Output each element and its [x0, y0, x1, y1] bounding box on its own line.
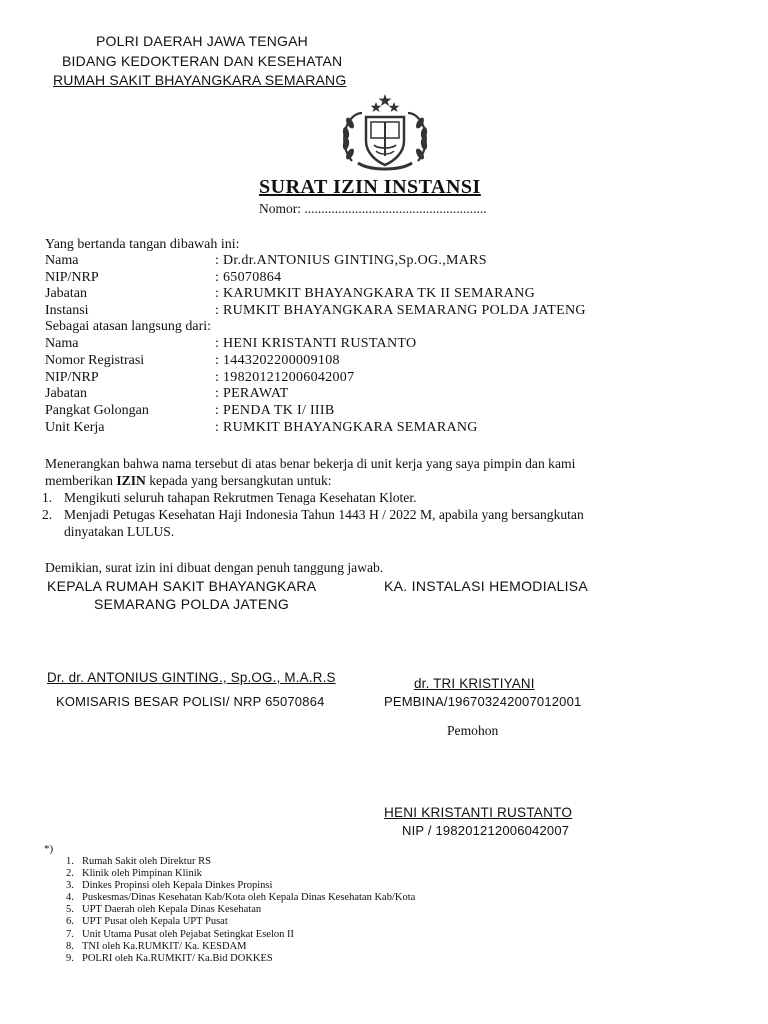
item-number: 1. — [42, 490, 53, 505]
footnote-text: UPT Pusat oleh Kepala UPT Pusat — [82, 916, 228, 928]
footnote-number: 6. — [66, 916, 74, 928]
footnote-marker: *) — [44, 843, 54, 855]
footnote-text: Puskesmas/Dinas Kesehatan Kab/Kota oleh Kepala Dinas Kesehatan Kab/Kota — [82, 892, 416, 904]
polri-emblem-icon — [338, 93, 432, 173]
field-label: Pangkat Golongan — [45, 403, 149, 418]
statement-item-continuation: dinyatakan LULUS. — [64, 524, 175, 539]
header-line-1: POLRI DAERAH JAWA TENGAH — [96, 33, 308, 49]
document-number: Nomor: ...................................................... — [259, 201, 487, 216]
header-line-3: RUMAH SAKIT BHAYANGKARA SEMARANG — [53, 72, 347, 88]
left-signer-name: Dr. dr. ANTONIUS GINTING., Sp.OG., M.A.R.S — [47, 670, 336, 685]
footnote-number: 2. — [66, 868, 74, 880]
statement-text: kepada yang bersangkutan untuk: — [145, 473, 332, 488]
field-value: : Dr.dr.ANTONIUS GINTING,Sp.OG.,MARS — [215, 253, 487, 268]
field-value: : RUMKIT BHAYANGKARA SEMARANG POLDA JATENG — [215, 303, 586, 318]
applicant-label: Pemohon — [447, 723, 499, 738]
field-value: : HENI KRISTANTI RUSTANTO — [215, 336, 417, 351]
field-value: : PERAWAT — [215, 386, 289, 401]
right-signer-rank: PEMBINA/196703242007012001 — [384, 694, 582, 709]
statement-item — [42, 507, 584, 524]
document-title: SURAT IZIN INSTANSI — [259, 176, 481, 198]
footnote-item — [66, 916, 415, 928]
footnote-item — [66, 868, 415, 880]
footnote-item — [66, 953, 415, 965]
footnote-text: TNI oleh Ka.RUMKIT/ Ka. KESDAM — [82, 940, 247, 952]
header-line-2: BIDANG KEDOKTERAN DAN KESEHATAN — [62, 53, 343, 69]
footnote-number: 4. — [66, 892, 74, 904]
applicant-nip: NIP / 198201212006042007 — [402, 823, 570, 838]
field-value: : 198201212006042007 — [215, 370, 355, 385]
footnote-item — [66, 904, 415, 916]
field-value: : 1443202200009108 — [215, 353, 340, 368]
footnote-number: 7. — [66, 928, 74, 940]
field-label: NIP/NRP — [45, 270, 99, 285]
footnote-number: 3. — [66, 880, 74, 892]
left-signer-title-1: KEPALA RUMAH SAKIT BHAYANGKARA — [47, 578, 317, 594]
footnote-number: 8. — [66, 940, 74, 952]
footnote-text: POLRI oleh Ka.RUMKIT/ Ka.Bid DOKKES — [82, 952, 273, 964]
field-value: : KARUMKIT BHAYANGKARA TK II SEMARANG — [215, 286, 536, 301]
footnote-item — [66, 941, 415, 953]
statement-text: memberikan — [45, 473, 117, 488]
closing-text: Demikian, surat izin ini dibuat dengan penuh tanggung jawab. — [45, 560, 384, 575]
left-signer-rank: KOMISARIS BESAR POLISI/ NRP 65070864 — [56, 694, 325, 709]
footnote-text: UPT Daerah oleh Kepala Dinas Kesehatan — [82, 904, 262, 916]
field-label: Nama — [45, 253, 79, 268]
field-label: Jabatan — [45, 286, 87, 301]
field-label: Unit Kerja — [45, 420, 105, 435]
field-value: : PENDA TK I/ IIIB — [215, 403, 335, 418]
intro-text: Yang bertanda tangan dibawah ini: — [45, 237, 240, 252]
footnote-number: 5. — [66, 904, 74, 916]
footnote-list — [66, 856, 415, 965]
statement-bold-izin: IZIN — [116, 473, 146, 488]
field-value: : 65070864 — [215, 270, 282, 285]
footnote-text: Unit Utama Pusat oleh Pejabat Setingkat Eselon II — [82, 928, 294, 940]
subordinate-intro: Sebagai atasan langsung dari: — [45, 319, 212, 334]
footnote-text: Klinik oleh Pimpinan Klinik — [82, 868, 202, 880]
footnote-item — [66, 856, 415, 868]
statement-line-1: Menerangkan bahwa nama tersebut di atas benar bekerja di unit kerja yang saya pimpin dan kami — [45, 456, 576, 471]
statement-item — [42, 490, 417, 507]
footnote-number: 1. — [66, 856, 74, 867]
field-label: NIP/NRP — [45, 370, 99, 385]
item-text: Menjadi Petugas Kesehatan Haji Indonesia Tahun 1443 H / 2022 M, apabila yang bersangkutan — [64, 507, 584, 522]
footnote-text: Dinkes Propinsi oleh Kepala Dinkes Propinsi — [82, 880, 273, 892]
field-label: Nama — [45, 336, 79, 351]
field-value: : RUMKIT BHAYANGKARA SEMARANG — [215, 420, 478, 435]
footnote-text: Rumah Sakit oleh Direktur RS — [82, 856, 211, 867]
footnote-item — [66, 880, 415, 892]
footnote-number: 9. — [66, 952, 74, 964]
footnote-item — [66, 892, 415, 904]
left-signer-title-2: SEMARANG POLDA JATENG — [94, 596, 290, 612]
field-label: Instansi — [45, 303, 89, 318]
item-number: 2. — [42, 507, 53, 522]
field-label: Jabatan — [45, 386, 87, 401]
applicant-name: HENI KRISTANTI RUSTANTO — [384, 805, 573, 820]
field-label: Nomor Registrasi — [45, 353, 145, 368]
statement-line-2 — [45, 473, 332, 490]
footnote-item — [66, 929, 415, 941]
right-signer-name: dr. TRI KRISTIYANI — [414, 676, 535, 691]
item-text: Mengikuti seluruh tahapan Rekrutmen Tenaga Kesehatan Kloter. — [64, 490, 417, 505]
right-signer-title: KA. INSTALASI HEMODIALISA — [384, 578, 589, 594]
